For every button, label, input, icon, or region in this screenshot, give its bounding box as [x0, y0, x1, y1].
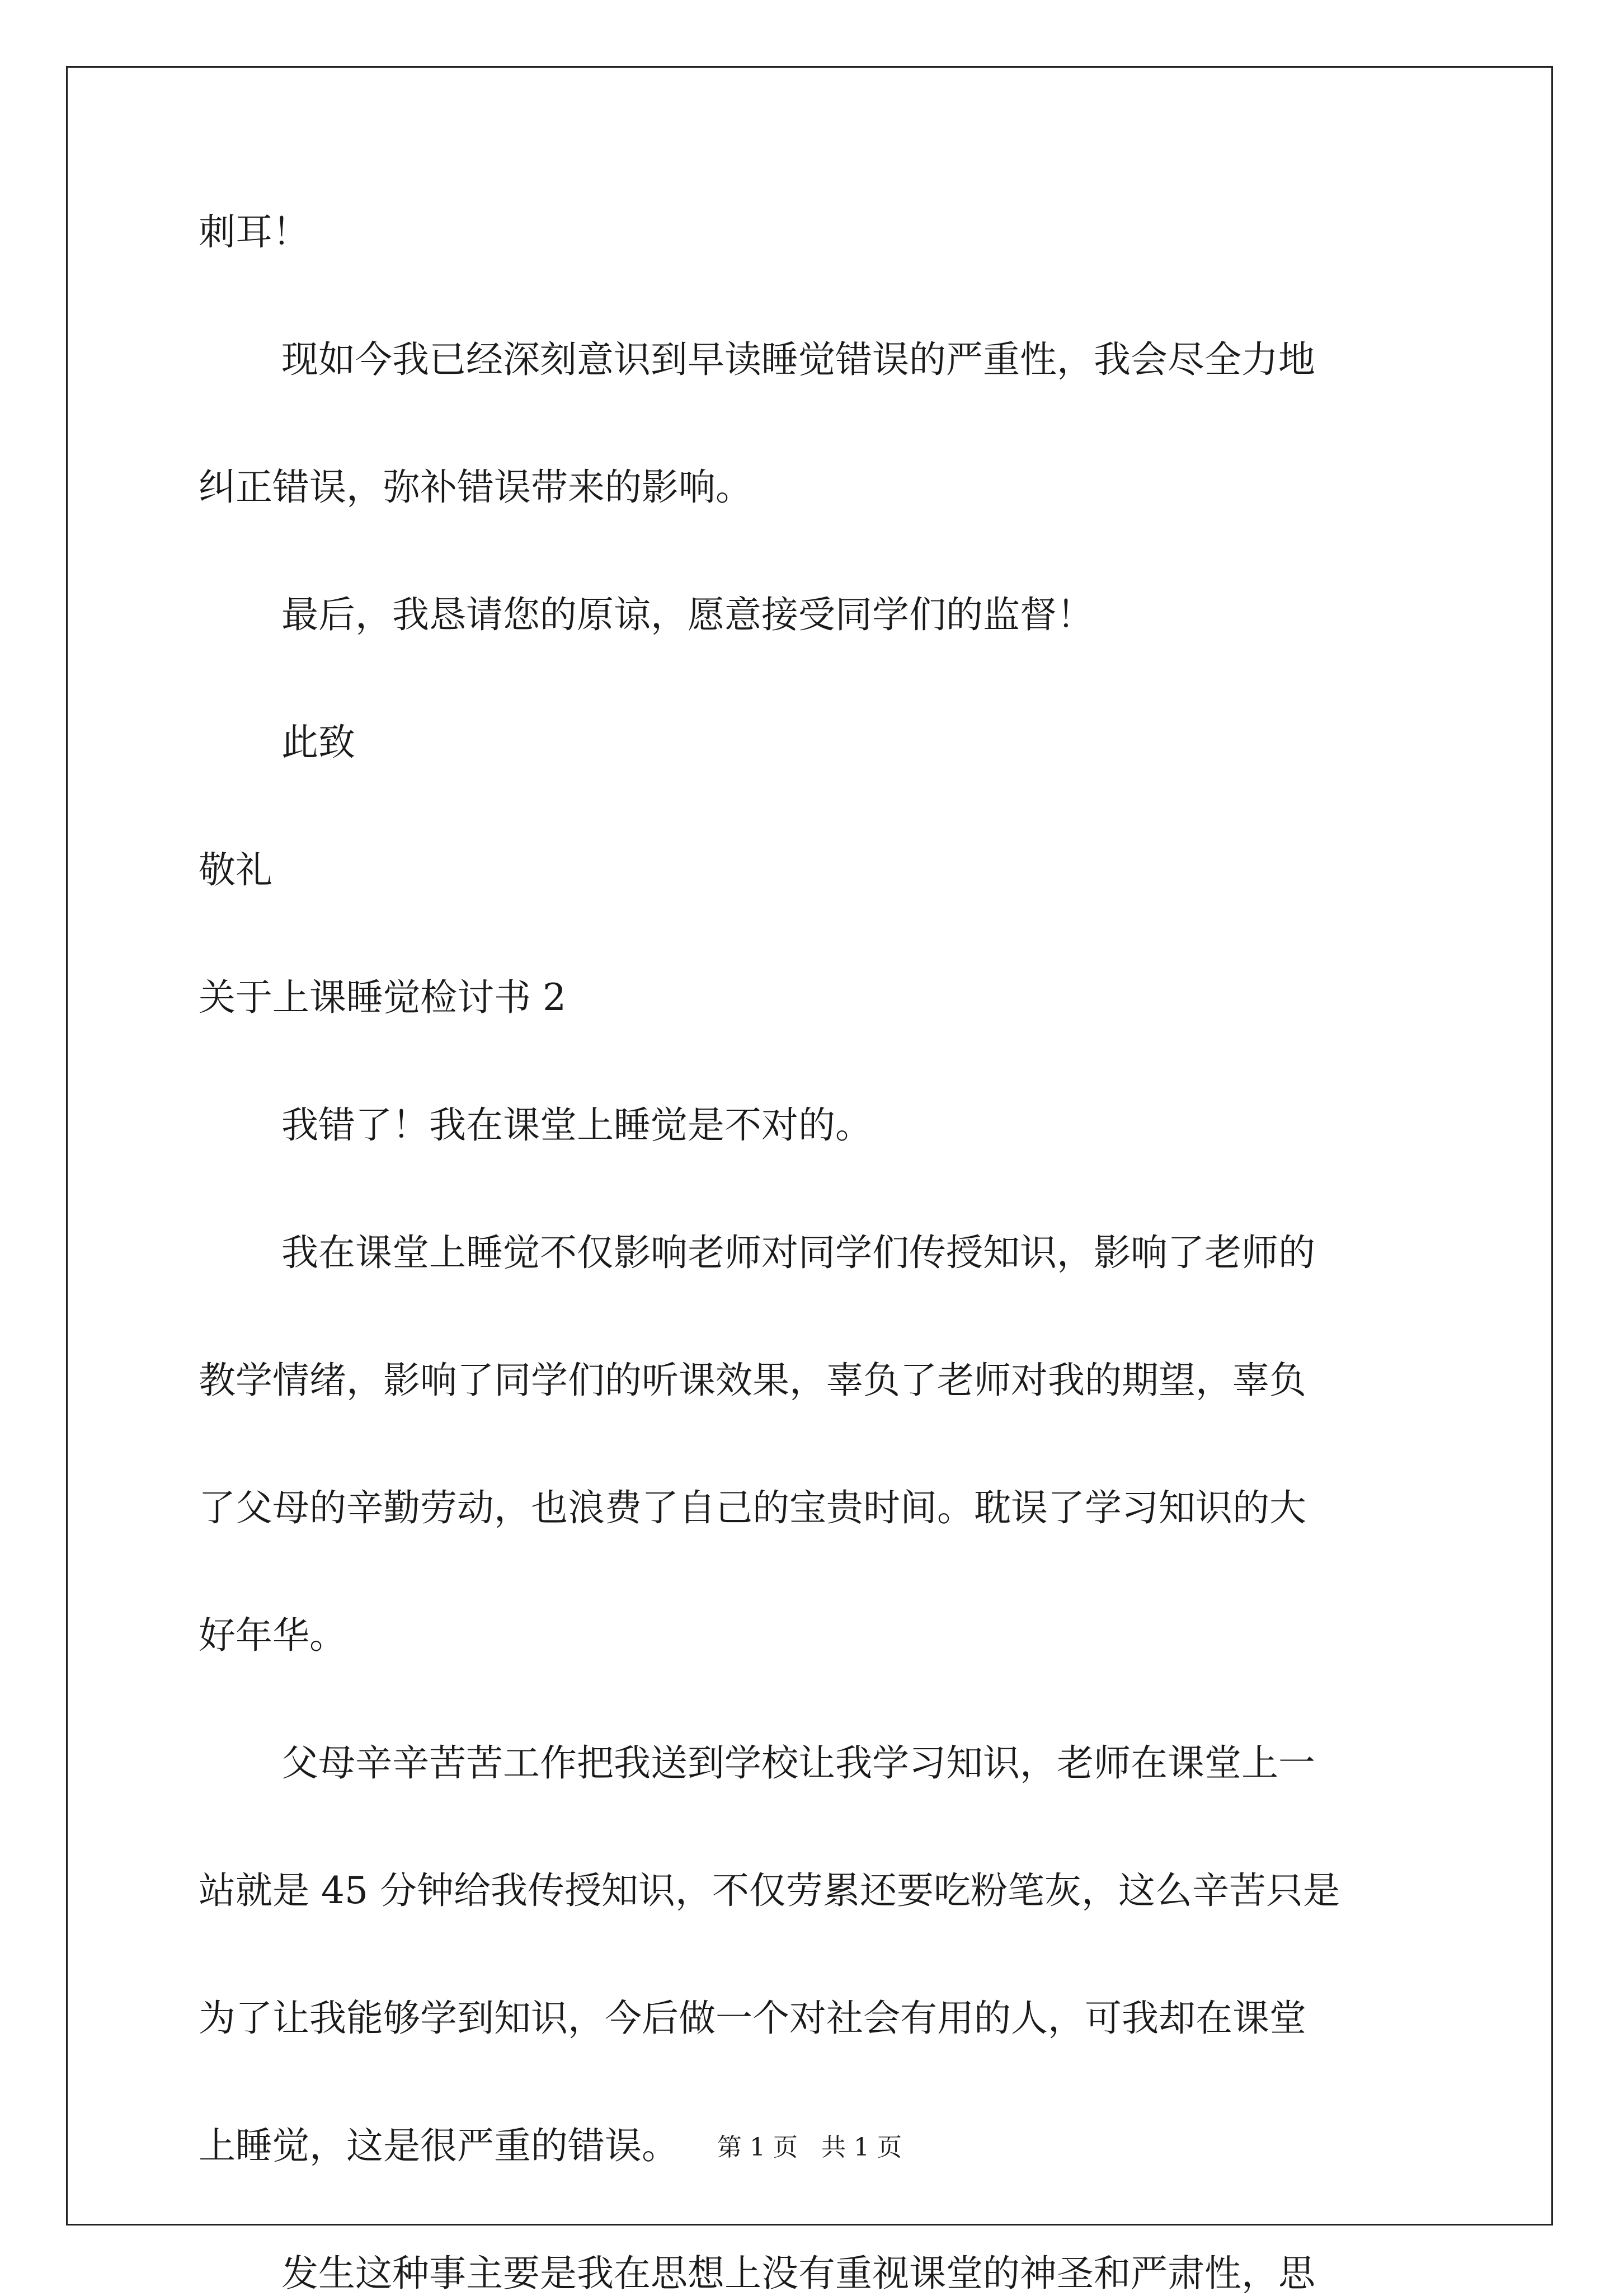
text-line: 了父母的辛勤劳动，也浪费了自己的宝贵时间。耽误了学习知识的大 — [199, 1486, 1306, 1529]
text-line: 上睡觉，这是很严重的错误。 — [199, 2124, 679, 2167]
closing-phrase: 此致 — [281, 721, 355, 764]
paragraph-line: 最后，我恳请您的原谅，愿意接受同学们的监督！ — [281, 593, 1094, 636]
paragraph-line: 父母辛辛苦苦工作把我送到学校让我学习知识，老师在课堂上一 — [281, 1741, 1315, 1785]
paragraph-line: 我在课堂上睡觉不仅影响老师对同学们传授知识，影响了老师的 — [281, 1231, 1315, 1274]
section-title: 关于上课睡觉检讨书 2 — [199, 976, 566, 1019]
text-line: 纠正错误，弥补错误带来的影响。 — [199, 466, 752, 509]
page-footer: 第 1 页 共 1 页 — [717, 2133, 902, 2162]
paragraph-line: 我错了！我在课堂上睡觉是不对的。 — [281, 1104, 872, 1147]
text-line: 好年华。 — [199, 1614, 346, 1657]
text-line: 教学情绪，影响了同学们的听课效果，辜负了老师对我的期望，辜负 — [199, 1359, 1306, 1402]
paragraph-line: 现如今我已经深刻意识到早读睡觉错误的严重性，我会尽全力地 — [281, 338, 1315, 381]
closing-salute: 敬礼 — [199, 848, 272, 891]
text-line: 为了让我能够学到知识，今后做一个对社会有用的人，可我却在课堂 — [199, 1997, 1306, 2040]
text-line: 站就是 45 分钟给我传授知识，不仅劳累还要吃粉笔灰，这么辛苦只是 — [199, 1869, 1340, 1912]
paragraph-line: 发生这种事主要是我在思想上没有重视课堂的神圣和严肃性，思 — [281, 2252, 1315, 2295]
text-line: 刺耳！ — [199, 210, 309, 253]
